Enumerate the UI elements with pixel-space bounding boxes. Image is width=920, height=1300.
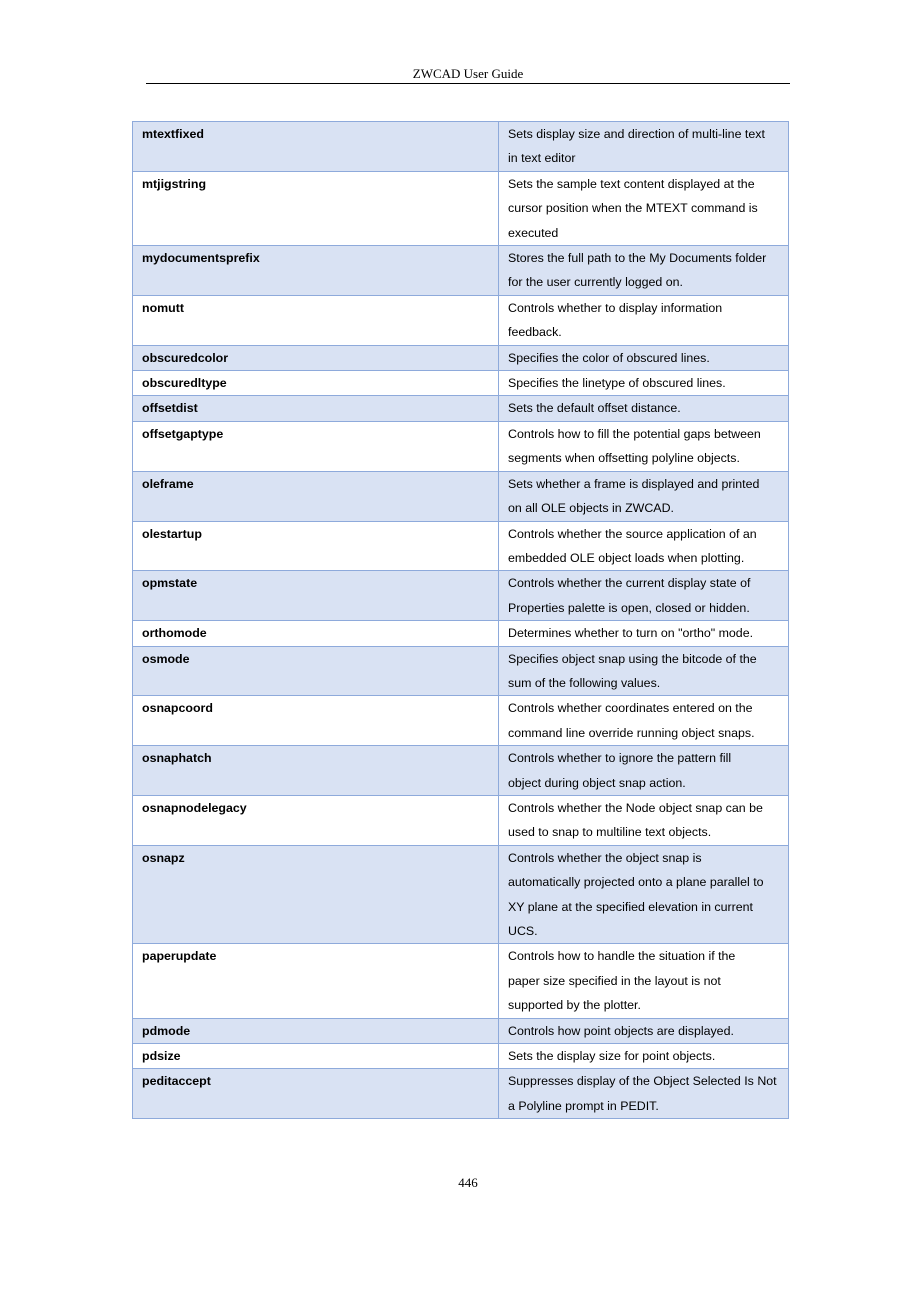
variable-description [499,944,789,1018]
table-row [133,471,789,521]
variable-description [499,122,789,172]
variable-name: oleframe [133,471,499,521]
variable-name: paperupdate [133,944,499,1018]
variable-name: obscuredcolor [133,345,499,370]
variable-name: pdmode [133,1018,499,1043]
variable-name: mtjigstring [133,171,499,245]
description-line: Sets display size and direction of multi-line text [508,127,765,141]
variable-description [499,646,789,696]
table-row [133,621,789,646]
description-line: Sets the display size for point objects. [508,1049,716,1064]
table-row [133,845,789,944]
variable-description [499,795,789,845]
description-line: supported by the plotter. [508,998,641,1013]
variable-description [499,1044,789,1069]
description-line: Controls whether the object snap is [508,850,702,865]
table-row [133,746,789,796]
variable-description [499,1018,789,1043]
description-line: Controls how to handle the situation if the [508,949,736,964]
variable-name: osnapnodelegacy [133,795,499,845]
variable-description [499,1069,789,1119]
variable-name: osnapz [133,845,499,944]
description-line: sum of the following values. [508,675,661,690]
variable-name: peditaccept [133,1069,499,1119]
description-line: cursor position when the MTEXT command is [508,201,758,216]
description-line: Sets the sample text content displayed at the [508,176,755,191]
table-row [133,571,789,621]
description-line: Determines whether to turn on "ortho" mode. [508,626,754,641]
description-line: Sets whether a frame is displayed and printed [508,476,760,491]
variable-name: osmode [133,646,499,696]
variable-name: opmstate [133,571,499,621]
description-line: Properties palette is open, closed or hidden. [508,600,750,615]
description-line: Stores the full path to the My Documents folder [508,251,767,266]
variable-description [499,471,789,521]
description-line: used to snap to multiline text objects. [508,825,712,840]
table-row [133,944,789,1018]
variable-name: mydocumentsprefix [133,246,499,296]
variable-description [499,621,789,646]
variable-description [499,746,789,796]
variable-name: olestartup [133,521,499,571]
description-line: paper size specified in the layout is not [508,973,721,988]
description-line: segments when offsetting polyline objects. [508,451,740,466]
variable-name: osnapcoord [133,696,499,746]
page-number: 446 [458,1175,478,1190]
variable-name: nomutt [133,295,499,345]
table-row [133,421,789,471]
table-row [133,371,789,396]
table-row [133,646,789,696]
table-row [133,1018,789,1043]
variable-name: obscuredltype [133,371,499,396]
table-row [133,246,789,296]
variable-name: offsetgaptype [133,421,499,471]
table-row [133,521,789,571]
variable-name: offsetdist [133,396,499,421]
description-line: command line override running object snaps. [508,725,755,740]
description-line: Controls how point objects are displayed. [508,1023,734,1038]
description-line: Controls whether the current display state of [508,576,751,591]
table-row [133,795,789,845]
description-line: XY plane at the specified elevation in current [508,899,753,914]
description-line: Controls whether the source application of an [508,526,757,541]
description-line: Controls whether the Node object snap can be [508,800,763,815]
description-line: a Polyline prompt in PEDIT. [508,1098,659,1113]
variable-name: mtextfixed [133,122,499,172]
description-line: Controls whether to ignore the pattern fill [508,751,732,766]
table-row [133,122,789,172]
description-line: Specifies the color of obscured lines. [508,350,710,365]
description-line: automatically projected onto a plane parallel to [508,875,764,890]
header-rule [146,83,790,84]
table-row [133,345,789,370]
description-line: on all OLE objects in ZWCAD. [508,501,674,516]
table-row [133,295,789,345]
table-row [133,171,789,245]
description-line: in text editor [508,151,576,166]
variable-description [499,521,789,571]
variable-name: pdsize [133,1044,499,1069]
page-header: ZWCAD User Guide [412,66,524,81]
description-line: UCS. [508,924,538,938]
description-line: Specifies object snap using the bitcode of the [508,651,757,666]
description-line: Controls how to fill the potential gaps between [508,426,761,441]
variable-description [499,246,789,296]
variable-description [499,571,789,621]
variable-description [499,421,789,471]
description-line: Suppresses display of the Object Selected Is Not [508,1074,777,1089]
description-line: Specifies the linetype of obscured lines. [508,376,726,391]
variable-description [499,396,789,421]
variable-description [499,345,789,370]
description-line: embedded OLE object loads when plotting. [508,550,745,565]
table-row [133,1069,789,1119]
table-row [133,1044,789,1069]
description-line: object during object snap action. [508,775,686,790]
system-variables-table [132,121,789,1119]
description-line: Controls whether coordinates entered on the [508,701,753,716]
variable-description [499,295,789,345]
variable-description [499,171,789,245]
variable-description [499,696,789,746]
description-line: for the user currently logged on. [508,275,683,290]
description-line: Controls whether to display information [508,300,723,315]
variable-description [499,371,789,396]
table-row [133,396,789,421]
description-line: executed [508,225,559,240]
description-line: Sets the default offset distance. [508,401,681,416]
description-line: feedback. [508,325,562,340]
table-row [133,696,789,746]
variable-name: orthomode [133,621,499,646]
variable-name: osnaphatch [133,746,499,796]
variable-description [499,845,789,944]
